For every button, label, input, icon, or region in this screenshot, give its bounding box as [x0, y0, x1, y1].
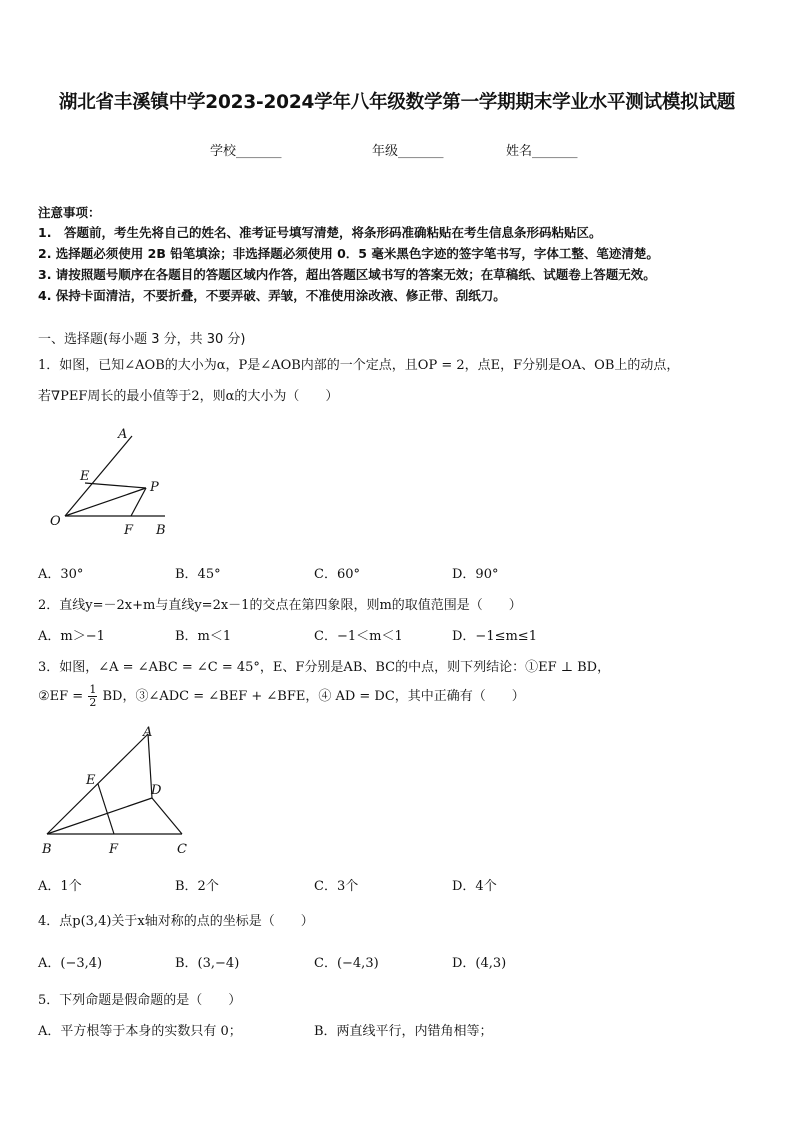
q3-line2-suffix: BD，③∠ADC = ∠BEF + ∠BFE，④ AD = DC，其中正确有（ ）	[102, 689, 525, 704]
name-field: 姓名_______	[506, 144, 578, 159]
q1-option-b: B．45°	[175, 567, 221, 582]
q4-option-c: C．(−4,3)	[314, 956, 379, 971]
point-label-p: P	[150, 480, 159, 495]
point-label-f: F	[109, 842, 119, 857]
point-label-o: O	[50, 514, 61, 529]
question-3-text: 3．如图，∠A = ∠ABC = ∠C = 45°，E、F分别是AB、BC的中点，则下列结论：①EF ⊥ BD，	[38, 660, 611, 675]
point-label-d: D	[151, 783, 162, 798]
q1-option-c: C．60°	[314, 567, 360, 582]
q3-line2-prefix: ②EF =	[38, 689, 84, 704]
notice-item: 1. 答题前，考生先将自己的姓名、准考证号填写清楚，将条形码准确粘贴在考生信息条形码粘贴区。	[38, 225, 602, 240]
question-3-figure	[36, 722, 206, 862]
q3-option-a: A．1个	[38, 879, 82, 894]
question-5-text: 5．下列命题是假命题的是（ ）	[38, 993, 242, 1008]
fraction-denominator: 2	[89, 696, 97, 709]
point-label-a: A	[143, 725, 153, 740]
q4-option-d: D．(4,3)	[452, 956, 507, 971]
q2-option-d: D．−1≤m≤1	[452, 629, 537, 644]
point-label-b: B	[42, 842, 52, 857]
fraction-numerator: 1	[89, 683, 97, 696]
fraction	[88, 684, 97, 709]
q1-option-a: A．30°	[38, 567, 84, 582]
point-label-e: E	[80, 469, 90, 484]
question-4-text: 4．点p(3,4)关于x轴对称的点的坐标是（ ）	[38, 914, 314, 929]
q3-option-c: C．3个	[314, 879, 359, 894]
q3-option-d: D．4个	[452, 879, 497, 894]
q5-option-b: B．两直线平行，内错角相等；	[314, 1024, 493, 1039]
question-1-figure	[40, 420, 180, 545]
point-label-a: A	[118, 427, 128, 442]
section-heading: 一、选择题(每小题 3 分，共 30 分)	[38, 332, 246, 347]
notice-item: 2. 选择题必须使用 2B 铅笔填涂；非选择题必须使用 0．5 毫米黑色字迹的签字笔书写，字体工整、笔迹清楚。	[38, 246, 659, 261]
point-label-c: C	[177, 842, 187, 857]
question-1-text-2: 若∇PEF周长的最小值等于2，则α的大小为（ ）	[38, 389, 339, 404]
q1-option-d: D．90°	[452, 567, 499, 582]
notice-heading: 注意事项：	[38, 205, 101, 220]
page-title: 湖北省丰溪镇中学2023-2024学年八年级数学第一学期期末学业水平测试模拟试题	[58, 92, 736, 113]
point-label-e: E	[86, 773, 96, 788]
grade-field: 年级_______	[372, 144, 444, 159]
question-3-text-2	[38, 684, 525, 709]
point-label-f: F	[124, 523, 134, 538]
q3-option-b: B．2个	[175, 879, 219, 894]
notice-item: 4. 保持卡面清洁，不要折叠，不要弄破、弄皱，不准使用涂改液、修正带、刮纸刀。	[38, 288, 506, 303]
q2-option-b: B．m＜1	[175, 629, 232, 644]
question-1-text: 1．如图，已知∠AOB的大小为α，P是∠AOB内部的一个定点，且OP = 2，点E，F分别是OA、OB上的动点，	[38, 358, 680, 373]
q2-option-a: A．m＞−1	[38, 629, 105, 644]
notice-item: 3. 请按照题号顺序在各题目的答题区域内作答，超出答题区域书写的答案无效；在草稿纸、试题卷上答题无效。	[38, 267, 656, 282]
q4-option-a: A．(−3,4)	[38, 956, 103, 971]
school-field: 学校_______	[210, 144, 282, 159]
q2-option-c: C．−1＜m＜1	[314, 629, 403, 644]
q5-option-a: A．平方根等于本身的实数只有 0；	[38, 1024, 242, 1039]
question-2-text: 2．直线y=－2x+m与直线y=2x－1的交点在第四象限，则m的取值范围是（ ）	[38, 598, 522, 613]
q4-option-b: B．(3,−4)	[175, 956, 240, 971]
point-label-b: B	[156, 523, 166, 538]
